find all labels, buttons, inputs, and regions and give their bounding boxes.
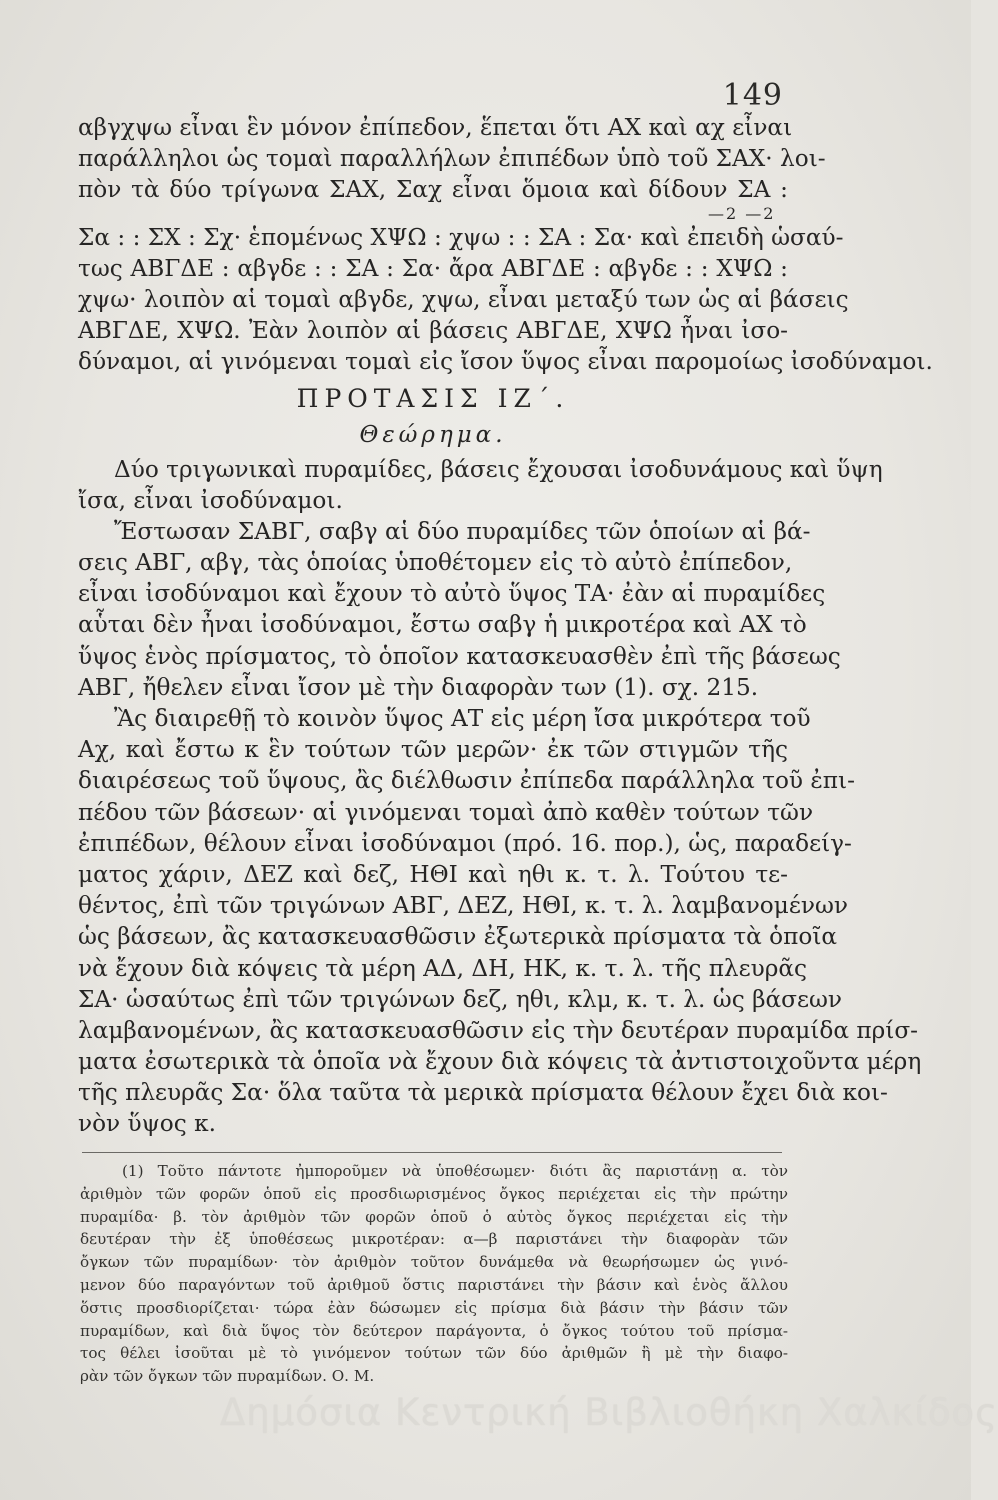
text-line: εἶναι ἰσοδύναμοι καὶ ἔχουν τὸ αὐτὸ ὕψος ΤΑ· ἐὰν αἱ πυραμίδες <box>78 580 826 608</box>
footnote-line: μενον δύο παραγόντων τοῦ ἀριθμοῦ ὅστις παριστάνει τὴν βάσιν καὶ ἑνὸς ἄλλου <box>80 1275 788 1294</box>
text-line: θέντος, ἐπὶ τῶν τριγώνων ΑΒΓ, ΔΕΖ, ΗΘΙ, κ. τ. λ. λαμβανομένων <box>78 892 848 920</box>
text-line: νὰ ἔχουν διὰ κόψεις τὰ μέρη ΑΔ, ΔΗ, ΗΚ, κ. τ. λ. τῆς πλευρᾶς <box>78 954 808 982</box>
formula-exponents: —2 —2 <box>708 203 776 223</box>
text-line: παράλληλοι ὡς τομαὶ παραλλήλων ἐπιπέδων ὑπὸ τοῦ ΣΑΧ· λοι- <box>78 145 826 173</box>
footnote-line: ρὰν τῶν ὄγκων τῶν πυραμίδων. Ο. Μ. <box>80 1367 375 1386</box>
text-line: διαιρέσεως τοῦ ὕψους, ἂς διέλθωσιν ἐπίπεδα παράλληλα τοῦ ἐπι- <box>78 767 855 795</box>
footnote-line: τος θέλει ἰσοῦται μὲ τὸ γινόμενον τούτων τῶν δύο ἀριθμῶν ἢ μὲ τὴν διαφο- <box>80 1344 788 1363</box>
footnote-line: (1) Τοῦτο πάντοτε ἠμποροῦμεν νὰ ὑποθέσωμεν· διότι ἂς παριστάνῃ α. τὸν <box>122 1162 788 1180</box>
footnote-divider <box>82 1152 782 1153</box>
text-line: σεις ΑΒΓ, αβγ, τὰς ὁποίας ὑποθέτομεν εἰς τὸ αὐτὸ ἐπίπεδον, <box>78 549 793 577</box>
text-line: ΣΑ· ὡσαύτως ἐπὶ τῶν τριγώνων δεζ, ηθι, κλμ, κ. τ. λ. ὡς βάσεων <box>78 985 842 1013</box>
text-line: Σα : : ΣΧ : Σχ· ἑπομένως ΧΨΩ : χψω : : ΣΑ : Σα· καὶ ἐπειδὴ ὡσαύ- <box>78 223 844 251</box>
theorem-statement-line: ἴσα, εἶναι ἰσοδύναμοι. <box>78 486 343 514</box>
text-line: τως ΑΒΓΔΕ : αβγδε : : ΣΑ : Σα· ἄρα ΑΒΓΔΕ : αβγδε : : ΧΨΩ : <box>78 254 788 282</box>
footnote-line: ὄγκων τῶν πυραμίδων· τὸν ἀριθμὸν τοῦτον δυνάμεθα νὰ θεωρήσωμεν ὡς γινό- <box>80 1253 788 1272</box>
text-line: αὗται δὲν ἦναι ἰσοδύναμοι, ἔστω σαβγ ἡ μικροτέρα καὶ ΑΧ τὸ <box>78 611 807 639</box>
proposition-heading: ΠΡΟΤΑΣΙΣ ΙΖ΄. <box>296 383 570 413</box>
text-line: ματα ἐσωτερικὰ τὰ ὁποῖα νὰ ἔχουν διὰ κόψεις τὰ ἀντιστοιχοῦντα μέρη <box>78 1048 922 1076</box>
text-line: δύναμοι, αἱ γινόμεναι τομαὶ εἰς ἴσον ὕψος εἶναι παρομοίως ἰσοδύναμοι. <box>78 348 933 376</box>
footnote-line: δευτέραν τὴν ἐξ ὑποθέσεως μικροτέραν: α—β παριστάνει τὴν διαφορὰν τῶν <box>80 1230 788 1249</box>
text-line: Ἔστωσαν ΣΑΒΓ, σαβγ αἱ δύο πυραμίδες τῶν ὁποίων αἱ βά- <box>114 517 811 545</box>
text-line: ματος χάριν, ΔΕΖ καὶ δεζ, ΗΘΙ καὶ ηθι κ. τ. λ. Τούτου τε- <box>78 860 788 888</box>
text-line: ΑΒΓΔΕ, ΧΨΩ. Ἐὰν λοιπὸν αἱ βάσεις ΑΒΓΔΕ, ΧΨΩ ἦναι ἰσο- <box>78 317 788 345</box>
footnote-line: ὅστις προσδιορίζεται· τώρα ἐὰν δώσωμεν εἰς πρίσμα διὰ βάσιν τὴν βάσιν τῶν <box>80 1298 788 1317</box>
footnote-line: πυραμίδα· β. τὸν ἀριθμὸν τῶν φορῶν ὁποῦ ὁ αὐτὸς ὄγκος περιέχεται εἰς τὴν <box>80 1207 788 1226</box>
theorem-label: Θεώρημα. <box>359 421 507 448</box>
text-line: αβγχψω εἶναι ἓν μόνον ἐπίπεδον, ἕπεται ὅτι ΑΧ καὶ αχ εἶναι <box>78 114 793 141</box>
main-text <box>78 112 933 1140</box>
text-line: πέδου τῶν βάσεων· αἱ γινόμεναι τομαὶ ἀπὸ καθὲν τούτων τῶν <box>78 798 814 826</box>
page-number: 149 <box>722 78 783 113</box>
text-line: χψω· λοιπὸν αἱ τομαὶ αβγδε, χψω, εἶναι μεταξύ των ὡς αἱ βάσεις <box>78 285 849 313</box>
library-watermark: Δημόσια Κεντρική Βιβλιοθήκη Χαλκίδος <box>220 1391 998 1434</box>
theorem-statement-line: Δύο τριγωνικαὶ πυραμίδες, βάσεις ἔχουσαι ἰσοδυνάμους καὶ ὕψη <box>114 455 883 483</box>
footnote <box>80 1160 788 1388</box>
text-line: ὕψος ἑνὸς πρίσματος, τὸ ὁποῖον κατασκευασθὲν ἐπὶ τῆς βάσεως <box>78 642 841 670</box>
text-line: Αχ, καὶ ἔστω κ ἓν τούτων τῶν μερῶν· ἐκ τῶν στιγμῶν τῆς <box>78 736 788 764</box>
text-line: ὡς βάσεων, ἂς κατασκευασθῶσιν ἐξωτερικὰ πρίσματα τὰ ὁποῖα <box>78 923 838 951</box>
text-line: ΑΒΓ, ἤθελεν εἶναι ἴσον μὲ τὴν διαφορὰν των (1). σχ. 215. <box>78 673 759 701</box>
text-line: ἐπιπέδων, θέλουν εἶναι ἰσοδύναμοι (πρό. 16. πορ.), ὡς, παραδείγ- <box>78 829 852 857</box>
text-line: πὸν τὰ δύο τρίγωνα ΣΑΧ, Σαχ εἶναι ὅμοια καὶ δίδουν ΣΑ : <box>78 176 788 204</box>
footnote-line: πυραμίδων, καὶ διὰ ὕψος τὸν δεύτερον παράγοντα, ὁ ὄγκος τούτου τοῦ πρίσμα- <box>80 1321 788 1340</box>
text-line: τῆς πλευρᾶς Σα· ὅλα ταῦτα τὰ μερικὰ πρίσματα θέλουν ἔχει διὰ κοι- <box>78 1079 888 1107</box>
text-line: Ἂς διαιρεθῇ τὸ κοινὸν ὕψος ΑΤ εἰς μέρη ἴσα μικρότερα τοῦ <box>114 705 811 732</box>
text-line: νὸν ὕψος κ. <box>78 1110 216 1138</box>
footnote-line: ἀριθμὸν τῶν φορῶν ὁποῦ εἰς προσδιωρισμένος ὄγκος περιέχεται εἰς τὴν πρώτην <box>80 1184 788 1203</box>
text-line: λαμβανομένων, ἂς κατασκευασθῶσιν εἰς τὴν δευτέραν πυραμίδα πρίσ- <box>78 1016 919 1044</box>
